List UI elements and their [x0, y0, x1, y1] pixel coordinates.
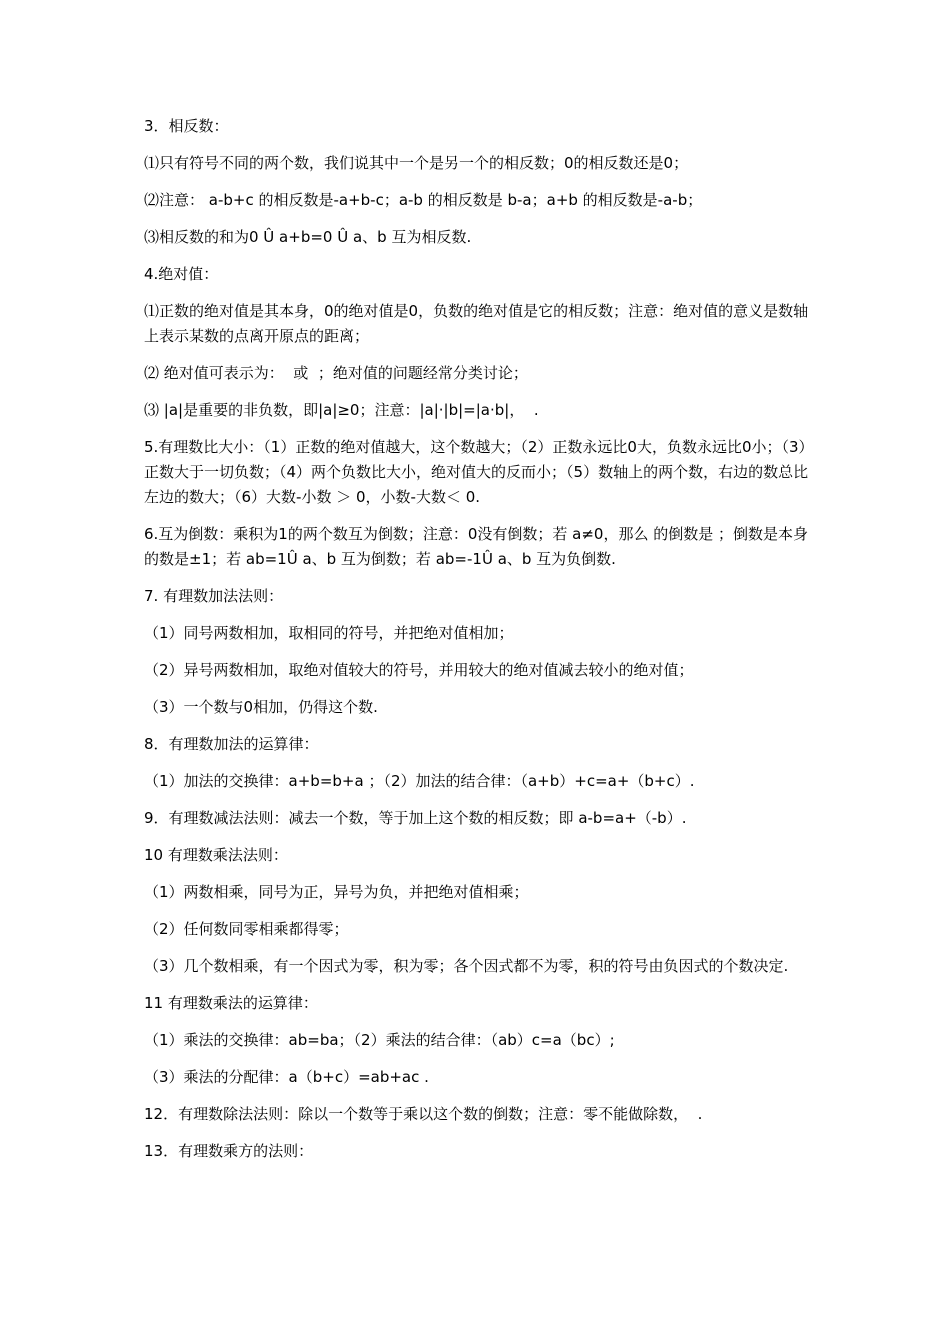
reciprocals: 6.互为倒数：乘积为1的两个数互为倒数；注意：0没有倒数；若 a≠0，那么 的倒数是 ；倒数是本身的数是±1；若 ab=1Û a、b 互为倒数；若 ab=-1Û a、b 互为负倒数.: [144, 525, 809, 568]
multiplication-rule-2: （2）任何数同零相乘都得零；: [144, 920, 349, 938]
opposite-numbers-item-3: ⑶相反数的和为0 Û a+b=0 Û a、b 互为相反数.: [144, 228, 472, 246]
opposite-numbers-item-1: ⑴只有符号不同的两个数，我们说其中一个是另一个的相反数；0的相反数还是0；: [144, 154, 689, 172]
comparing-rationals: 5.有理数比大小：（1）正数的绝对值越大，这个数越大；（2）正数永远比0大，负数永远比0小；（3）正数大于一切负数；（4）两个负数比大小，绝对值大的反而小；（5）数轴上的两个数，右边的数总比左边的数大；（6）大数-小数 ＞ 0，小数-大数＜ 0.: [144, 438, 809, 506]
document-page: [144, 114, 810, 1176]
heading-addition-rules: 7. 有理数加法法则：: [144, 587, 284, 605]
division-rule: 12．有理数除法法则：除以一个数等于乘以这个数的倒数；注意：零不能做除数， .: [144, 1105, 703, 1123]
multiplication-rule-1: （1）两数相乘，同号为正，异号为负，并把绝对值相乘；: [144, 883, 529, 901]
absolute-value-item-3: ⑶ |a|是重要的非负数，即|a|≥0；注意：|a|·|b|=|a·b|， .: [144, 401, 539, 419]
addition-rule-1: （1）同号两数相加，取相同的符号，并把绝对值相加；: [144, 624, 514, 642]
subtraction-rule: 9．有理数减法法则：减去一个数，等于加上这个数的相反数；即 a-b=a+（-b）.: [144, 809, 687, 827]
addition-rule-2: （2）异号两数相加，取绝对值较大的符号，并用较大的绝对值减去较小的绝对值；: [144, 661, 694, 679]
addition-rule-3: （3）一个数与0相加，仍得这个数.: [144, 698, 378, 716]
opposite-numbers-item-2: ⑵注意： a-b+c 的相反数是-a+b-c；a-b 的相反数是 b-a；a+b 的相反数是-a-b；: [144, 191, 703, 209]
addition-laws: （1）加法的交换律：a+b=b+a ；（2）加法的结合律：（a+b）+c=a+（b+c）.: [144, 772, 695, 790]
absolute-value-item-1: ⑴正数的绝对值是其本身，0的绝对值是0，负数的绝对值是它的相反数；注意：绝对值的意义是数轴上表示某数的点离开原点的距离；: [144, 302, 809, 345]
multiplication-rule-3: （3）几个数相乘，有一个因式为零，积为零；各个因式都不为零，积的符号由负因式的个数决定.: [144, 957, 789, 975]
heading-multiplication-laws: 11 有理数乘法的运算律：: [144, 994, 318, 1012]
heading-exponent-rules: 13．有理数乘方的法则：: [144, 1142, 314, 1160]
multiplication-laws-1: （1）乘法的交换律：ab=ba；（2）乘法的结合律：（ab）c=a（bc）;: [144, 1031, 615, 1049]
absolute-value-item-2: ⑵ 绝对值可表示为： 或 ；绝对值的问题经常分类讨论；: [144, 364, 528, 382]
heading-opposite-numbers: 3．相反数：: [144, 117, 229, 135]
heading-multiplication-rules: 10 有理数乘法法则：: [144, 846, 288, 864]
heading-addition-laws: 8．有理数加法的运算律：: [144, 735, 319, 753]
multiplication-laws-2: （3）乘法的分配律：a（b+c）=ab+ac .: [144, 1068, 429, 1086]
heading-absolute-value: 4.绝对值：: [144, 265, 219, 283]
